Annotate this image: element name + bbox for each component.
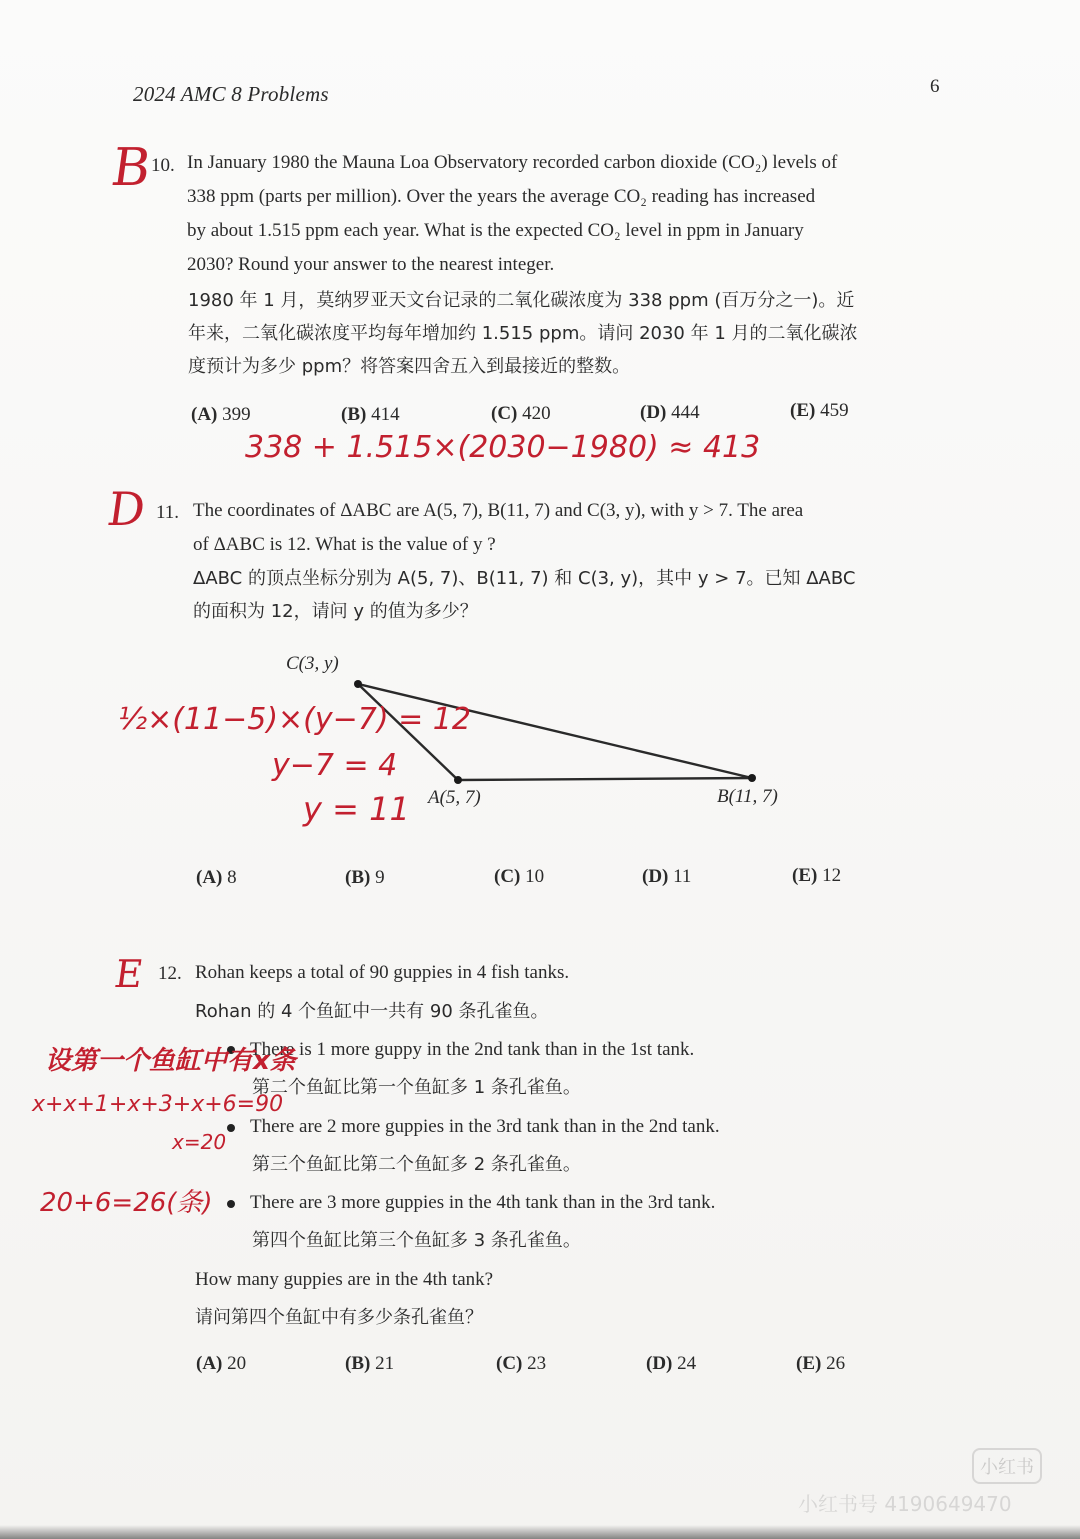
q10-option-a: (A) 399 (191, 404, 251, 425)
q11-cn-line: ΔABC 的顶点坐标分别为 A(5, 7)、B(11, 7) 和 C(3, y)，其中 y > 7。已知 ΔABC (193, 568, 856, 589)
q12-bullet-en: There is 1 more guppy in the 2nd tank than in the 1st tank. (250, 1039, 695, 1060)
q12-question-en: How many guppies are in the 4th tank? (195, 1269, 494, 1290)
page-header-title: 2024 AMC 8 Problems (133, 82, 329, 106)
q12-handwritten-work-line: 设第一个鱼缸中有x条 (45, 1046, 296, 1076)
vertex-c-label: C(3, y) (286, 653, 339, 674)
q12-bullet-cn: 第四个鱼缸比第三个鱼缸多 3 条孔雀鱼。 (252, 1230, 581, 1251)
q10-en-line: 2030? Round your answer to the nearest integer. (187, 254, 555, 275)
q12-handwritten-work-line: x+x+1+x+3+x+6=90 (32, 1092, 284, 1117)
q12-handwritten-work-line: 20+6=26(条) (40, 1188, 213, 1218)
q10-cn-line: 年来，二氧化碳浓度平均每年增加约 1.515 ppm。请问 2030 年 1 月的二氧化碳浓 (188, 323, 858, 344)
q12-answer-mark: E (111, 952, 146, 996)
vertex-c (354, 680, 362, 688)
q11-option-b: (B) 9 (345, 867, 385, 888)
q12-option-d: (D) 24 (646, 1353, 697, 1374)
q12-option-c: (C) 23 (496, 1353, 547, 1374)
q11-option-e: (E) 12 (792, 865, 842, 886)
q12-bullet-en: There are 2 more guppies in the 3rd tank than in the 2nd tank. (250, 1116, 720, 1137)
q11-handwritten-work-line: y−7 = 4 (272, 748, 398, 783)
q12-number: 12. (158, 963, 182, 984)
q12-intro-cn: Rohan 的 4 个鱼缸中一共有 90 条孔雀鱼。 (195, 1001, 549, 1022)
q11-option-a: (A) 8 (196, 867, 237, 888)
vertex-b-label: B(11, 7) (717, 786, 778, 807)
page-bottom-edge (0, 1525, 1080, 1539)
q11-number: 11. (156, 502, 180, 523)
page-number: 6 (930, 76, 940, 97)
bullet-dot (227, 1200, 235, 1208)
q10-answer-mark: B (107, 138, 155, 198)
bullet-dot (227, 1124, 235, 1132)
q12-option-b: (B) 21 (345, 1353, 395, 1374)
q11-answer-mark: D (104, 482, 149, 536)
q12-bullet-en: There are 3 more guppies in the 4th tank than in the 3rd tank. (250, 1192, 716, 1213)
q10-cn-line: 度预计为多少 ppm？将答案四舍五入到最接近的整数。 (188, 356, 631, 377)
q10-option-d: (D) 444 (640, 402, 700, 423)
q10-en-line: In January 1980 the Mauna Loa Observatory recorded carbon dioxide (CO₂) levels of (187, 152, 838, 173)
q10-option-c: (C) 420 (491, 403, 551, 424)
q10-cn-line: 1980 年 1 月，莫纳罗亚天文台记录的二氧化碳浓度为 338 ppm (百万分之一)。近 (188, 290, 855, 311)
vertex-a (454, 776, 462, 784)
q12-option-a: (A) 20 (196, 1353, 247, 1374)
q11-handwritten-work-line: y = 11 (303, 790, 410, 828)
q11-option-d: (D) 11 (642, 866, 692, 887)
q12-handwritten-work-line: x=20 (172, 1130, 227, 1154)
q12-bullet-cn: 第二个鱼缸比第一个鱼缸多 1 条孔雀鱼。 (252, 1077, 581, 1098)
vertex-a-label: A(5, 7) (428, 787, 481, 808)
q12-bullet-cn: 第三个鱼缸比第二个鱼缸多 2 条孔雀鱼。 (252, 1154, 581, 1175)
q10-option-b: (B) 414 (341, 404, 400, 425)
q11-en-line: The coordinates of ΔABC are A(5, 7), B(11, 7) and C(3, y), with y > 7. The area (193, 500, 804, 521)
q11-handwritten-work-line: ½×(11−5)×(y−7) = 12 (118, 702, 471, 737)
q10-handwritten-work: 338 + 1.515×(2030−1980) ≈ 413 (245, 430, 761, 465)
q11-option-c: (C) 10 (494, 866, 545, 887)
q10-en-line: by about 1.515 ppm each year. What is the expected CO₂ level in ppm in January (187, 220, 804, 241)
q12-intro-en: Rohan keeps a total of 90 guppies in 4 fish tanks. (195, 962, 570, 983)
q10-number: 10. (151, 155, 175, 176)
q10-option-e: (E) 459 (790, 400, 849, 421)
watermark-badge: 小红书 (972, 1448, 1042, 1484)
q11-en-line: of ΔABC is 12. What is the value of y ? (193, 534, 496, 555)
watermark-id: 小红书号 4190649470 (798, 1492, 1012, 1516)
q10-en-line: 338 ppm (parts per million). Over the years the average CO₂ reading has increased (187, 186, 816, 207)
vertex-b (748, 774, 756, 782)
q12-question-cn: 请问第四个鱼缸中有多少条孔雀鱼？ (195, 1307, 483, 1328)
q12-option-e: (E) 26 (796, 1353, 846, 1374)
q11-cn-line: 的面积为 12，请问 y 的值为多少？ (193, 601, 478, 622)
